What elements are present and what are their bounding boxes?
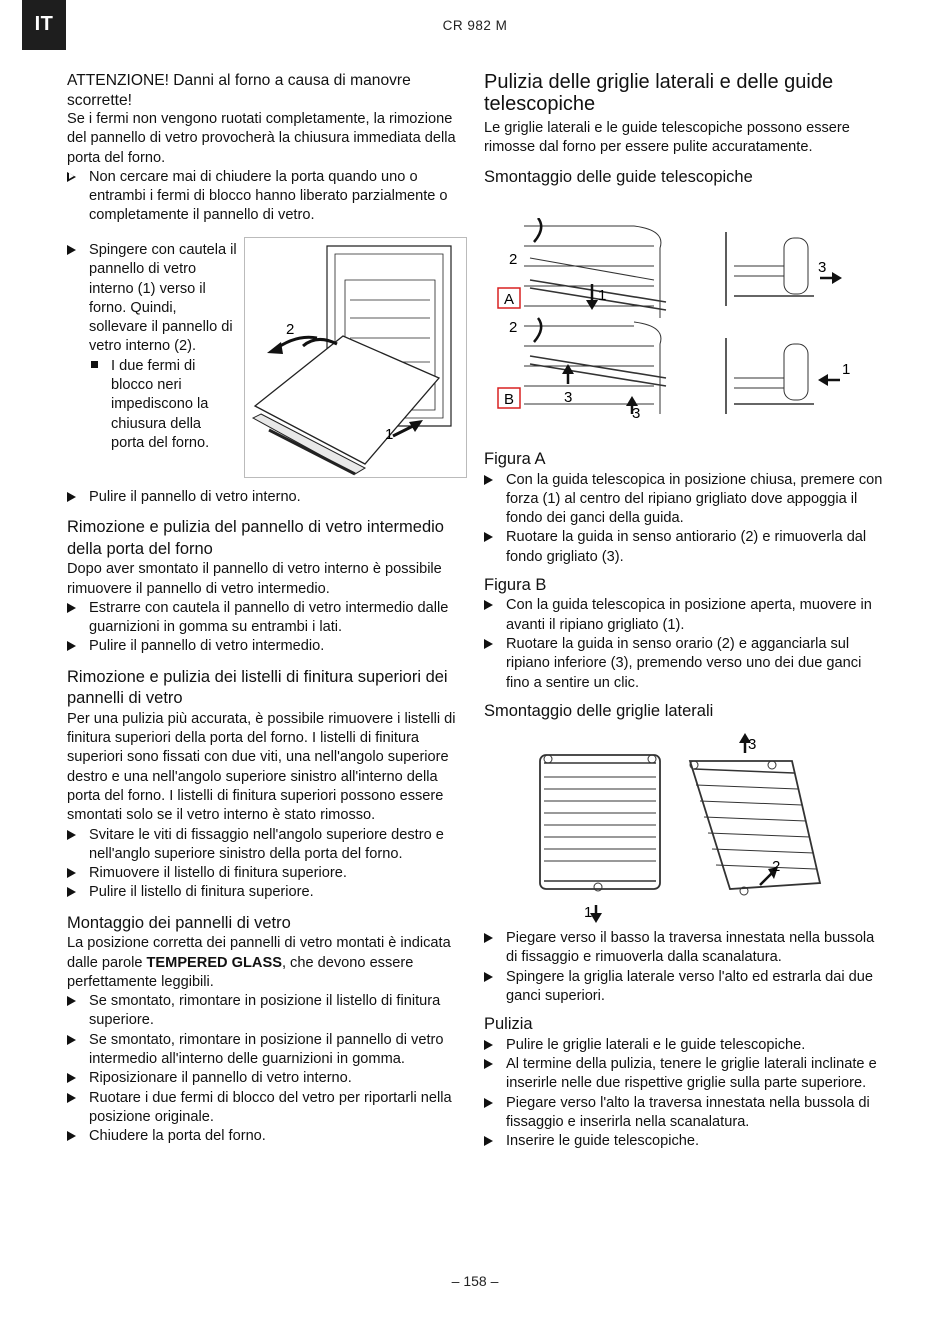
subtitle-telescopic: Smontaggio delle guide telescopiche xyxy=(484,167,753,186)
list-item: Piegare verso il basso la traversa innestata nella bussola di fissaggio e rimuoverla dalla scanalatura. xyxy=(484,929,886,968)
rail-label-2a: 2 xyxy=(509,251,518,268)
telescopic-rails-figure xyxy=(494,218,856,424)
list-item: Ruotare la guida in senso antiorario (2) e rimuoverla dal fondo grigliato (3). xyxy=(484,528,886,567)
section-text-trim: Per una pulizia più accurata, è possibile rimuovere i listelli di finitura superiori della porta del forno. I listelli di finitura superiori sono fissati con due viti, una nell'angolo superiore destro e una nell'angolo superiore sinistro all'interno della porta del forno. I listelli di finitura superiori possono essere smontati solo se il vetro interno è stato rimosso. xyxy=(67,710,456,824)
figure-b-title: Figura B xyxy=(484,575,547,594)
side-label-1: 1 xyxy=(584,904,593,921)
push-item-text: Spingere con cautela il pannello di vetro interno (1) verso il forno. Quindi, sollevare il pannello di vetro interno (2). xyxy=(89,242,237,355)
tempered-glass-label: TEMPERED GLASS xyxy=(146,954,282,971)
warning-title: ATTENZIONE! Danni al forno a causa di manovre scorrette! xyxy=(67,72,411,109)
list-item: Spingere la griglia laterale verso l'alto ed estrarla dai due ganci superiori. xyxy=(484,968,886,1007)
arrow-bullet-icon xyxy=(484,596,493,616)
door-label-2: 2 xyxy=(286,321,295,338)
clean-inner-text: Pulire il pannello di vetro interno. xyxy=(89,489,301,505)
list-item: Pulire le griglie laterali e le guide telescopiche. xyxy=(484,1036,886,1055)
arrow-bullet-icon xyxy=(484,635,493,655)
list-item: Inserire le guide telescopiche. xyxy=(484,1132,886,1151)
square-bullet-icon xyxy=(91,356,98,375)
warning-text: Se i fermi non vengono ruotati completamente, la rimozione del pannello di vetro provocherà la chiusura immediata della porta del forno. xyxy=(67,111,456,166)
arrow-bullet-icon xyxy=(67,599,76,619)
push-subitem xyxy=(89,357,237,453)
list-item: Pulire il listello di finitura superiore. xyxy=(67,883,469,902)
arrow-bullet-icon xyxy=(484,471,493,491)
arrow-bullet-icon xyxy=(484,1132,493,1152)
detail-open xyxy=(726,338,814,414)
list-item: Estrarre con cautela il pannello di vetro intermedio dalle guarnizioni in gomma su entrambi i lati. xyxy=(67,599,469,638)
section-title-intermediate: Rimozione e pulizia del pannello di vetro intermedio della porta del forno xyxy=(67,518,444,558)
list-item: Chiudere la porta del forno. xyxy=(67,1127,469,1146)
outline-arrow-icon xyxy=(67,168,76,188)
push-item xyxy=(67,241,237,357)
subtitle-cleaning: Pulizia xyxy=(484,1015,533,1034)
arrow-bullet-icon xyxy=(67,241,76,261)
list-item: Svitare le viti di fissaggio nell'angolo superiore destro e nell'anglo superiore sinistro della porta del forno. xyxy=(67,826,469,865)
side-label-2: 2 xyxy=(772,858,781,875)
right-body xyxy=(484,449,886,722)
list-item: Pulire il pannello di vetro intermedio. xyxy=(67,637,469,656)
arrow-bullet-icon xyxy=(67,864,76,884)
language-label: IT xyxy=(34,13,54,36)
right-top xyxy=(484,71,886,188)
door-figure xyxy=(244,237,467,478)
rail-drawing-b xyxy=(524,322,666,414)
arrow-bullet-icon xyxy=(67,1127,76,1147)
list-item: Se smontato, rimontare in posizione il listello di finitura superiore. xyxy=(67,992,469,1031)
subtitle-side-grids: Smontaggio delle griglie laterali xyxy=(484,701,714,720)
arrow-bullet-icon xyxy=(67,1031,76,1051)
arrow-bullet-icon xyxy=(67,992,76,1012)
arrow-bullet-icon xyxy=(484,1094,493,1114)
section-title-trim: Rimozione e pulizia dei listelli di finitura superiori dei pannelli di vetro xyxy=(67,667,448,708)
arrow-bullet-icon xyxy=(484,528,493,548)
door-illustration xyxy=(245,238,466,477)
arrow-bullet-icon xyxy=(484,929,493,949)
push-subitem-text: I due fermi di blocco neri impediscono la chiusura della porta del forno. xyxy=(111,357,210,451)
arrow-bullet-icon xyxy=(484,1036,493,1056)
warning-item-text: Non cercare mai di chiudere la porta quando uno o entrambi i fermi di blocco hanno liberato parzialmente o completamente il pannello di vetro. xyxy=(89,168,448,224)
rail-label-1a: 1 xyxy=(598,287,607,304)
section-text-intermediate: Dopo aver smontato il pannello di vetro interno è possibile rimuovere il pannello di vetro intermedio. xyxy=(67,561,442,597)
arrow-bullet-icon xyxy=(67,637,76,657)
arrow-bullet-icon xyxy=(67,883,76,903)
arrow-bullet-icon xyxy=(484,968,493,988)
page-title: Pulizia delle griglie laterali e delle guide telescopiche xyxy=(484,71,834,115)
section-title-mounting: Montaggio dei pannelli di vetro xyxy=(67,913,291,932)
list-item: Se smontato, rimontare in posizione il pannello di vetro intermedio all'interno delle guarnizioni in gomma. xyxy=(67,1031,469,1070)
arrow-bullet-icon xyxy=(67,488,76,508)
list-item: Con la guida telescopica in posizione aperta, muovere in avanti il ripiano grigliato (1). xyxy=(484,596,886,635)
list-item: Rimuovere il listello di finitura superiore. xyxy=(67,864,469,883)
arrow-bullet-icon xyxy=(67,1089,76,1109)
side-label-3: 3 xyxy=(748,736,757,753)
arrow-bullet-icon xyxy=(484,1055,493,1075)
clean-inner-item xyxy=(67,488,469,507)
list-item: Ruotare i due fermi di blocco del vetro per riportarli nella posizione originale. xyxy=(67,1089,469,1128)
door-label-1: 1 xyxy=(385,426,394,443)
figure-a-title: Figura A xyxy=(484,450,546,468)
intro-text: Le griglie laterali e le guide telescopiche possono essere rimosse dal forno per essere pulite accuratamente. xyxy=(484,120,850,156)
right-bottom xyxy=(484,929,886,1151)
page-number: – 158 – xyxy=(451,1273,499,1289)
push-instruction xyxy=(67,241,237,453)
rail-label-2b: 2 xyxy=(509,319,518,336)
left-body xyxy=(67,488,469,1147)
detail-label-1: 1 xyxy=(842,361,851,378)
arrow-bullet-icon xyxy=(67,1069,76,1089)
rail-label-3b: 3 xyxy=(632,405,641,422)
warning-block xyxy=(67,71,469,226)
list-item: Al termine della pulizia, tenere le griglie laterali inclinate e inserirle nelle due rispettive griglie sulla parte superiore. xyxy=(484,1055,886,1094)
detail-label-3: 3 xyxy=(818,259,827,276)
side-grids-figure xyxy=(534,733,864,925)
rail-label-3a: 3 xyxy=(564,389,573,406)
warning-item xyxy=(67,168,469,226)
section-text-mounting: La posizione corretta dei pannelli di vetro montati è indicata dalle parole TEMPERED GLASS, che devono essere perfettamente leggibili. xyxy=(67,935,451,990)
list-item: Riposizionare il pannello di vetro interno. xyxy=(67,1069,469,1088)
fig-b-letter: B xyxy=(504,391,515,408)
detail-closed xyxy=(726,232,814,306)
list-item: Piegare verso l'alto la traversa innestata nella bussola di fissaggio e inserirla nella scanalatura. xyxy=(484,1094,886,1133)
fig-a-letter: A xyxy=(504,291,515,308)
model-header: CR 982 M xyxy=(442,18,508,33)
arrow-bullet-icon xyxy=(67,826,76,846)
list-item: Ruotare la guida in senso orario (2) e agganciarla sul ripiano inferiore (3), premendo verso uno dei due ganci fino a sentire un clic. xyxy=(484,635,886,693)
list-item: Con la guida telescopica in posizione chiusa, premere con forza (1) al centro del ripiano grigliato dove appoggia il fondo dei ganci della guida. xyxy=(484,471,886,529)
